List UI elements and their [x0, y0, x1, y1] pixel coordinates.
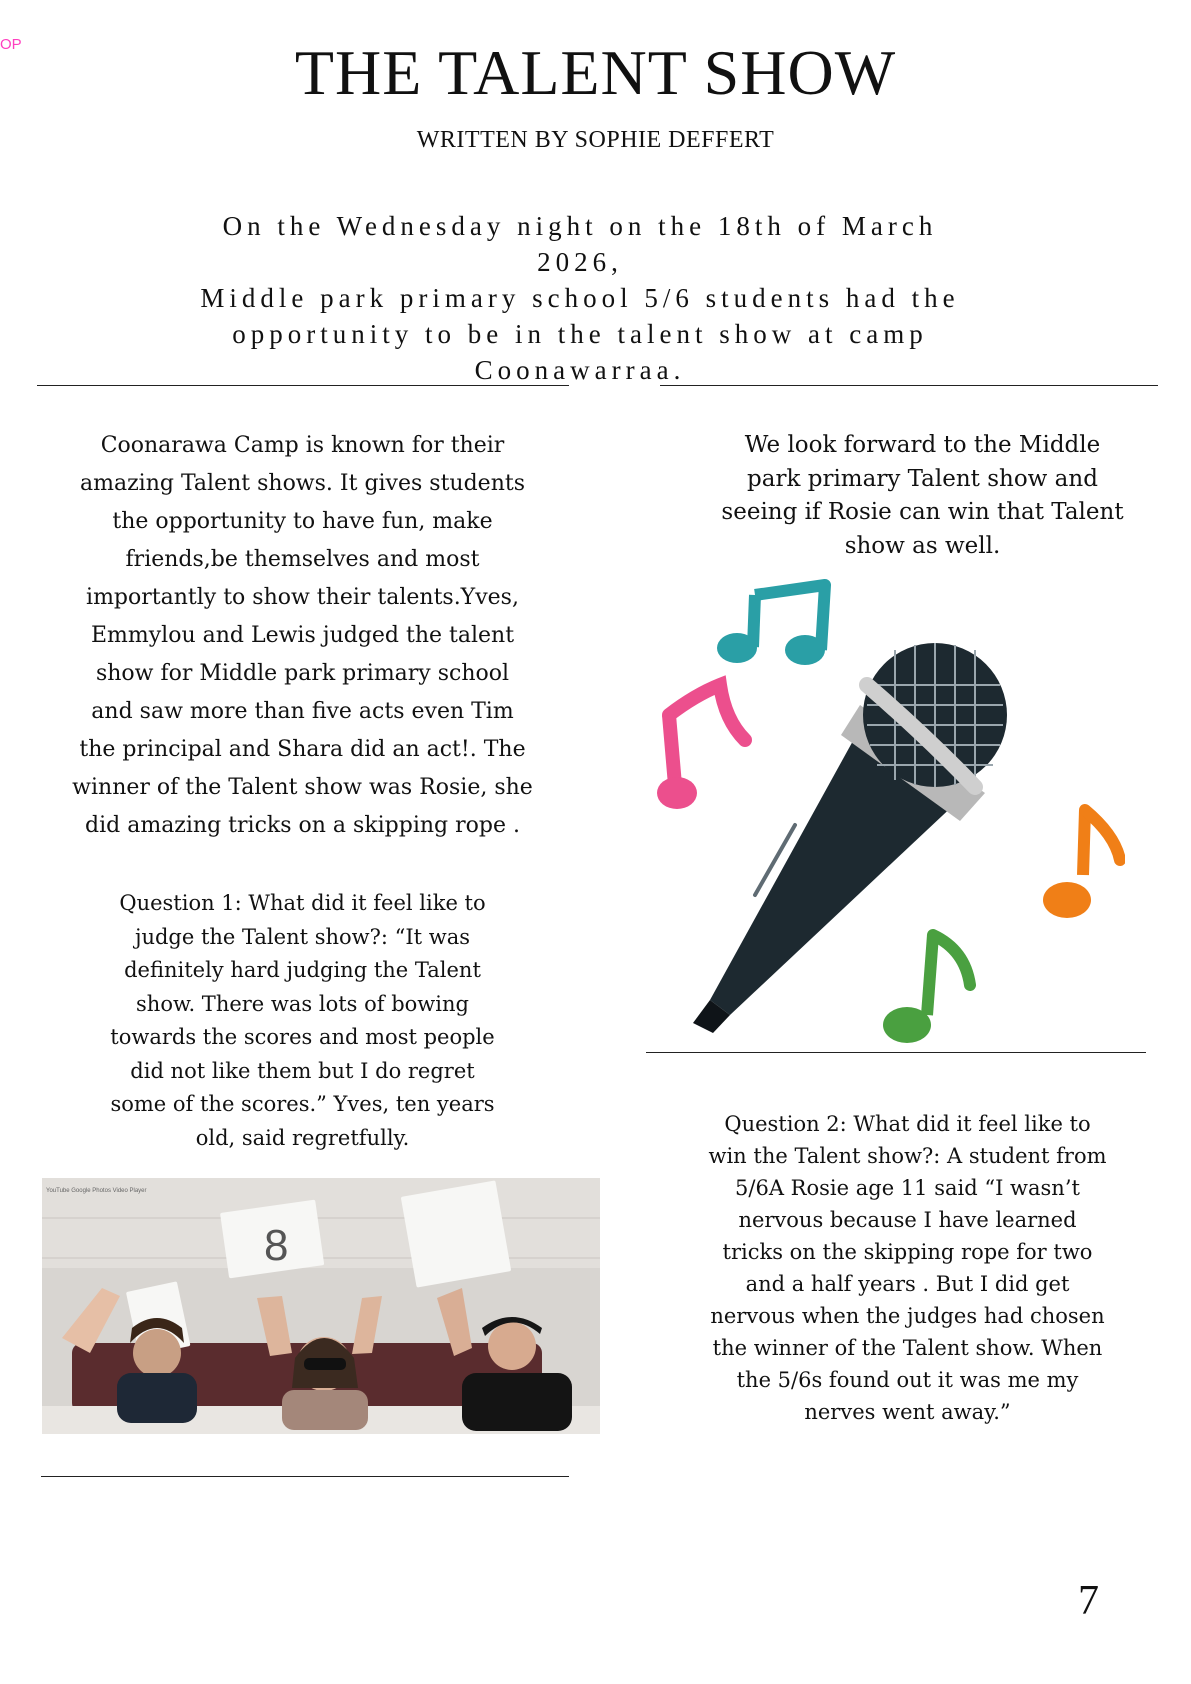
divider-intro-left	[37, 385, 569, 386]
page-number: 7	[1078, 1578, 1099, 1624]
article-line: show as well.	[844, 532, 1001, 559]
right-article	[685, 429, 1160, 563]
divider-right-mid	[646, 1052, 1146, 1053]
judges-photo-illustration	[42, 1178, 600, 1434]
article-line: did amazing tricks on a skipping rope .	[85, 813, 520, 838]
intro-line: Coonawarraa.	[474, 355, 686, 385]
question-line: some of the scores.” Yves, ten years	[110, 1092, 495, 1116]
question-line: the 5/6s found out it was me my	[736, 1368, 1079, 1392]
article-line: Emmylou and Lewis judged the talent	[90, 623, 515, 648]
question-line: Question 1: What did it feel like to	[119, 891, 486, 915]
question-line: the winner of the Talent show. When	[712, 1336, 1103, 1360]
article-line: the opportunity to have fun, make	[112, 509, 493, 534]
question-line: definitely hard judging the Talent	[124, 958, 481, 982]
article-line: park primary Talent show and	[747, 465, 1098, 492]
article-line: the principal and Shara did an act!. The	[79, 737, 526, 762]
question-line: show. There was lots of bowing	[136, 991, 469, 1016]
intro-line: opportunity to be in the talent show at camp	[232, 319, 928, 349]
intro-line: 2026,	[537, 247, 623, 277]
intro-line: Middle park primary school 5/6 students had the	[200, 283, 960, 313]
music-note-icon	[1043, 810, 1120, 918]
question-line: Question 2: What did it feel like to	[724, 1112, 1091, 1136]
question-line: old, said regretfully.	[195, 1125, 410, 1150]
question-line: nerves went away.”	[804, 1400, 1011, 1424]
article-line: importantly to show their talents.Yves,	[86, 585, 519, 610]
question-line: tricks on the skipping rope for two	[722, 1240, 1093, 1264]
article-line: seeing if Rosie can win that Talent	[721, 499, 1124, 525]
article-line: friends,be themselves and most	[125, 547, 480, 572]
intro-paragraph	[120, 208, 1040, 388]
video-player-label: YouTube Google Photos Video Player	[46, 1188, 147, 1194]
article-line: Coonarawa Camp is known for their	[100, 433, 505, 458]
score-card-number: 8	[264, 1221, 289, 1270]
music-note-icon	[883, 935, 970, 1043]
corner-mark: OP	[0, 36, 22, 53]
article-line: winner of the Talent show was Rosie, she	[72, 775, 533, 800]
question-line: nervous because I have learned	[738, 1208, 1077, 1232]
divider-intro-right	[660, 385, 1158, 386]
question-line: nervous when the judges had chosen	[710, 1304, 1105, 1328]
article-line: We look forward to the Middle	[744, 432, 1101, 458]
question-line: and a half years . But I did get	[745, 1272, 1070, 1296]
microphone-illustration	[655, 575, 1125, 1055]
intro-line: On the Wednesday night on the 18th of March	[222, 211, 938, 241]
article-line: and saw more than five acts even Tim	[91, 699, 514, 724]
question-line: did not like them but I do regret	[130, 1058, 475, 1083]
question-line: win the Talent show?: A student from	[708, 1144, 1107, 1168]
question-line: judge the Talent show?: “It was	[134, 924, 471, 949]
article-line: show for Middle park primary school	[95, 661, 510, 686]
question-2-block	[675, 1108, 1140, 1428]
divider-left-bottom	[41, 1476, 569, 1477]
article-line: amazing Talent shows. It gives students	[80, 471, 525, 496]
byline: WRITTEN BY SOPHIE DEFFERT	[416, 127, 775, 153]
microphone-icon	[693, 643, 1007, 1033]
left-article	[30, 427, 575, 845]
page-title: THE TALENT SHOW	[294, 37, 897, 108]
question-1-block	[40, 887, 565, 1155]
music-note-icon	[657, 685, 745, 809]
question-line: 5/6A Rosie age 11 said “I wasn’t	[735, 1176, 1080, 1200]
music-note-icon	[717, 585, 825, 665]
judges-photo	[42, 1178, 600, 1434]
question-line: towards the scores and most people	[110, 1025, 495, 1049]
